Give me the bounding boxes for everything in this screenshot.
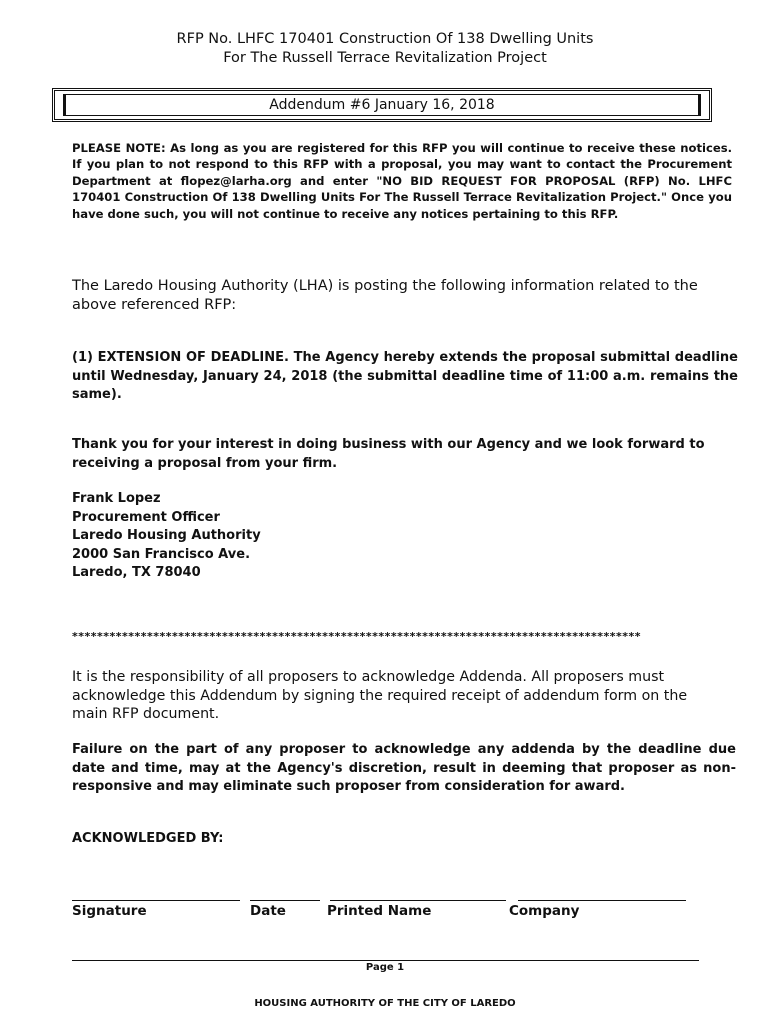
separator-line: ******************************************************************************************* bbox=[72, 630, 641, 643]
please-note-paragraph: PLEASE NOTE: As long as you are registered for this RFP you will continue to receive these notices. If you plan to not respond to this RFP with a proposal, you may want to contact the Procurement Department at flopez@larha.org and enter "NO BID REQUEST FOR PROPOSAL (RFP) No. LHFC 170401 Construction Of 138 Dwelling Units For The Russell Terrace Revitalization Project." Once you have done such, you will not continue to receive any notices pertaining to this RFP. bbox=[72, 141, 732, 221]
city-state-zip: Laredo, TX 78040 bbox=[72, 565, 201, 580]
page-number: Page 1 bbox=[365, 962, 405, 973]
officer-name: Frank Lopez bbox=[72, 491, 161, 506]
street-address: 2000 San Francisco Ave. bbox=[72, 546, 251, 562]
extension-paragraph: (1) EXTENSION OF DEADLINE. The Agency hereby extends the proposal submittal deadline until Wednesday, January 24, 2018 (the submittal deadline time of 11:00 a.m. remains the same). bbox=[72, 350, 738, 402]
company-line bbox=[518, 900, 686, 901]
thanks-paragraph: Thank you for your interest in doing business with our Agency and we look forward to receiving a proposal from your firm. bbox=[72, 437, 705, 471]
rfp-title-line1: RFP No. LHFC 170401 Construction Of 138 Dwelling Units bbox=[176, 31, 594, 47]
officer-title: Procurement Officer bbox=[72, 509, 220, 525]
printed-name-line bbox=[330, 900, 506, 901]
acknowledged-by-label: ACKNOWLEDGED BY: bbox=[72, 831, 224, 846]
signature-block bbox=[72, 490, 472, 583]
company-label: Company bbox=[509, 903, 580, 919]
printed-name-label: Printed Name bbox=[327, 903, 432, 919]
addendum-label: Addendum #6 January 16, 2018 bbox=[63, 94, 701, 116]
rfp-title-line2: For The Russell Terrace Revitalization Project bbox=[223, 50, 547, 66]
footer-rule bbox=[72, 960, 699, 961]
signature-line bbox=[72, 900, 240, 901]
signature-label: Signature bbox=[72, 903, 147, 919]
failure-paragraph: Failure on the part of any proposer to acknowledge any addenda by the deadline due date and time, may at the Agency's discretion, result in deeming that proposer as non-responsive and may eliminate such proposer from consideration for award. bbox=[72, 742, 736, 794]
date-label: Date bbox=[250, 903, 286, 919]
footer-organization: HOUSING AUTHORITY OF THE CITY OF LAREDO bbox=[254, 998, 516, 1009]
addendum-box bbox=[52, 88, 712, 122]
responsibility-paragraph: It is the responsibility of all proposers to acknowledge Addenda. All proposers must acknowledge this Addendum by signing the required receipt of addendum form on the main RFP document. bbox=[72, 669, 688, 722]
intro-paragraph: The Laredo Housing Authority (LHA) is posting the following information related to the above referenced RFP: bbox=[72, 278, 698, 313]
date-line bbox=[250, 900, 320, 901]
organization-name: Laredo Housing Authority bbox=[72, 528, 261, 543]
